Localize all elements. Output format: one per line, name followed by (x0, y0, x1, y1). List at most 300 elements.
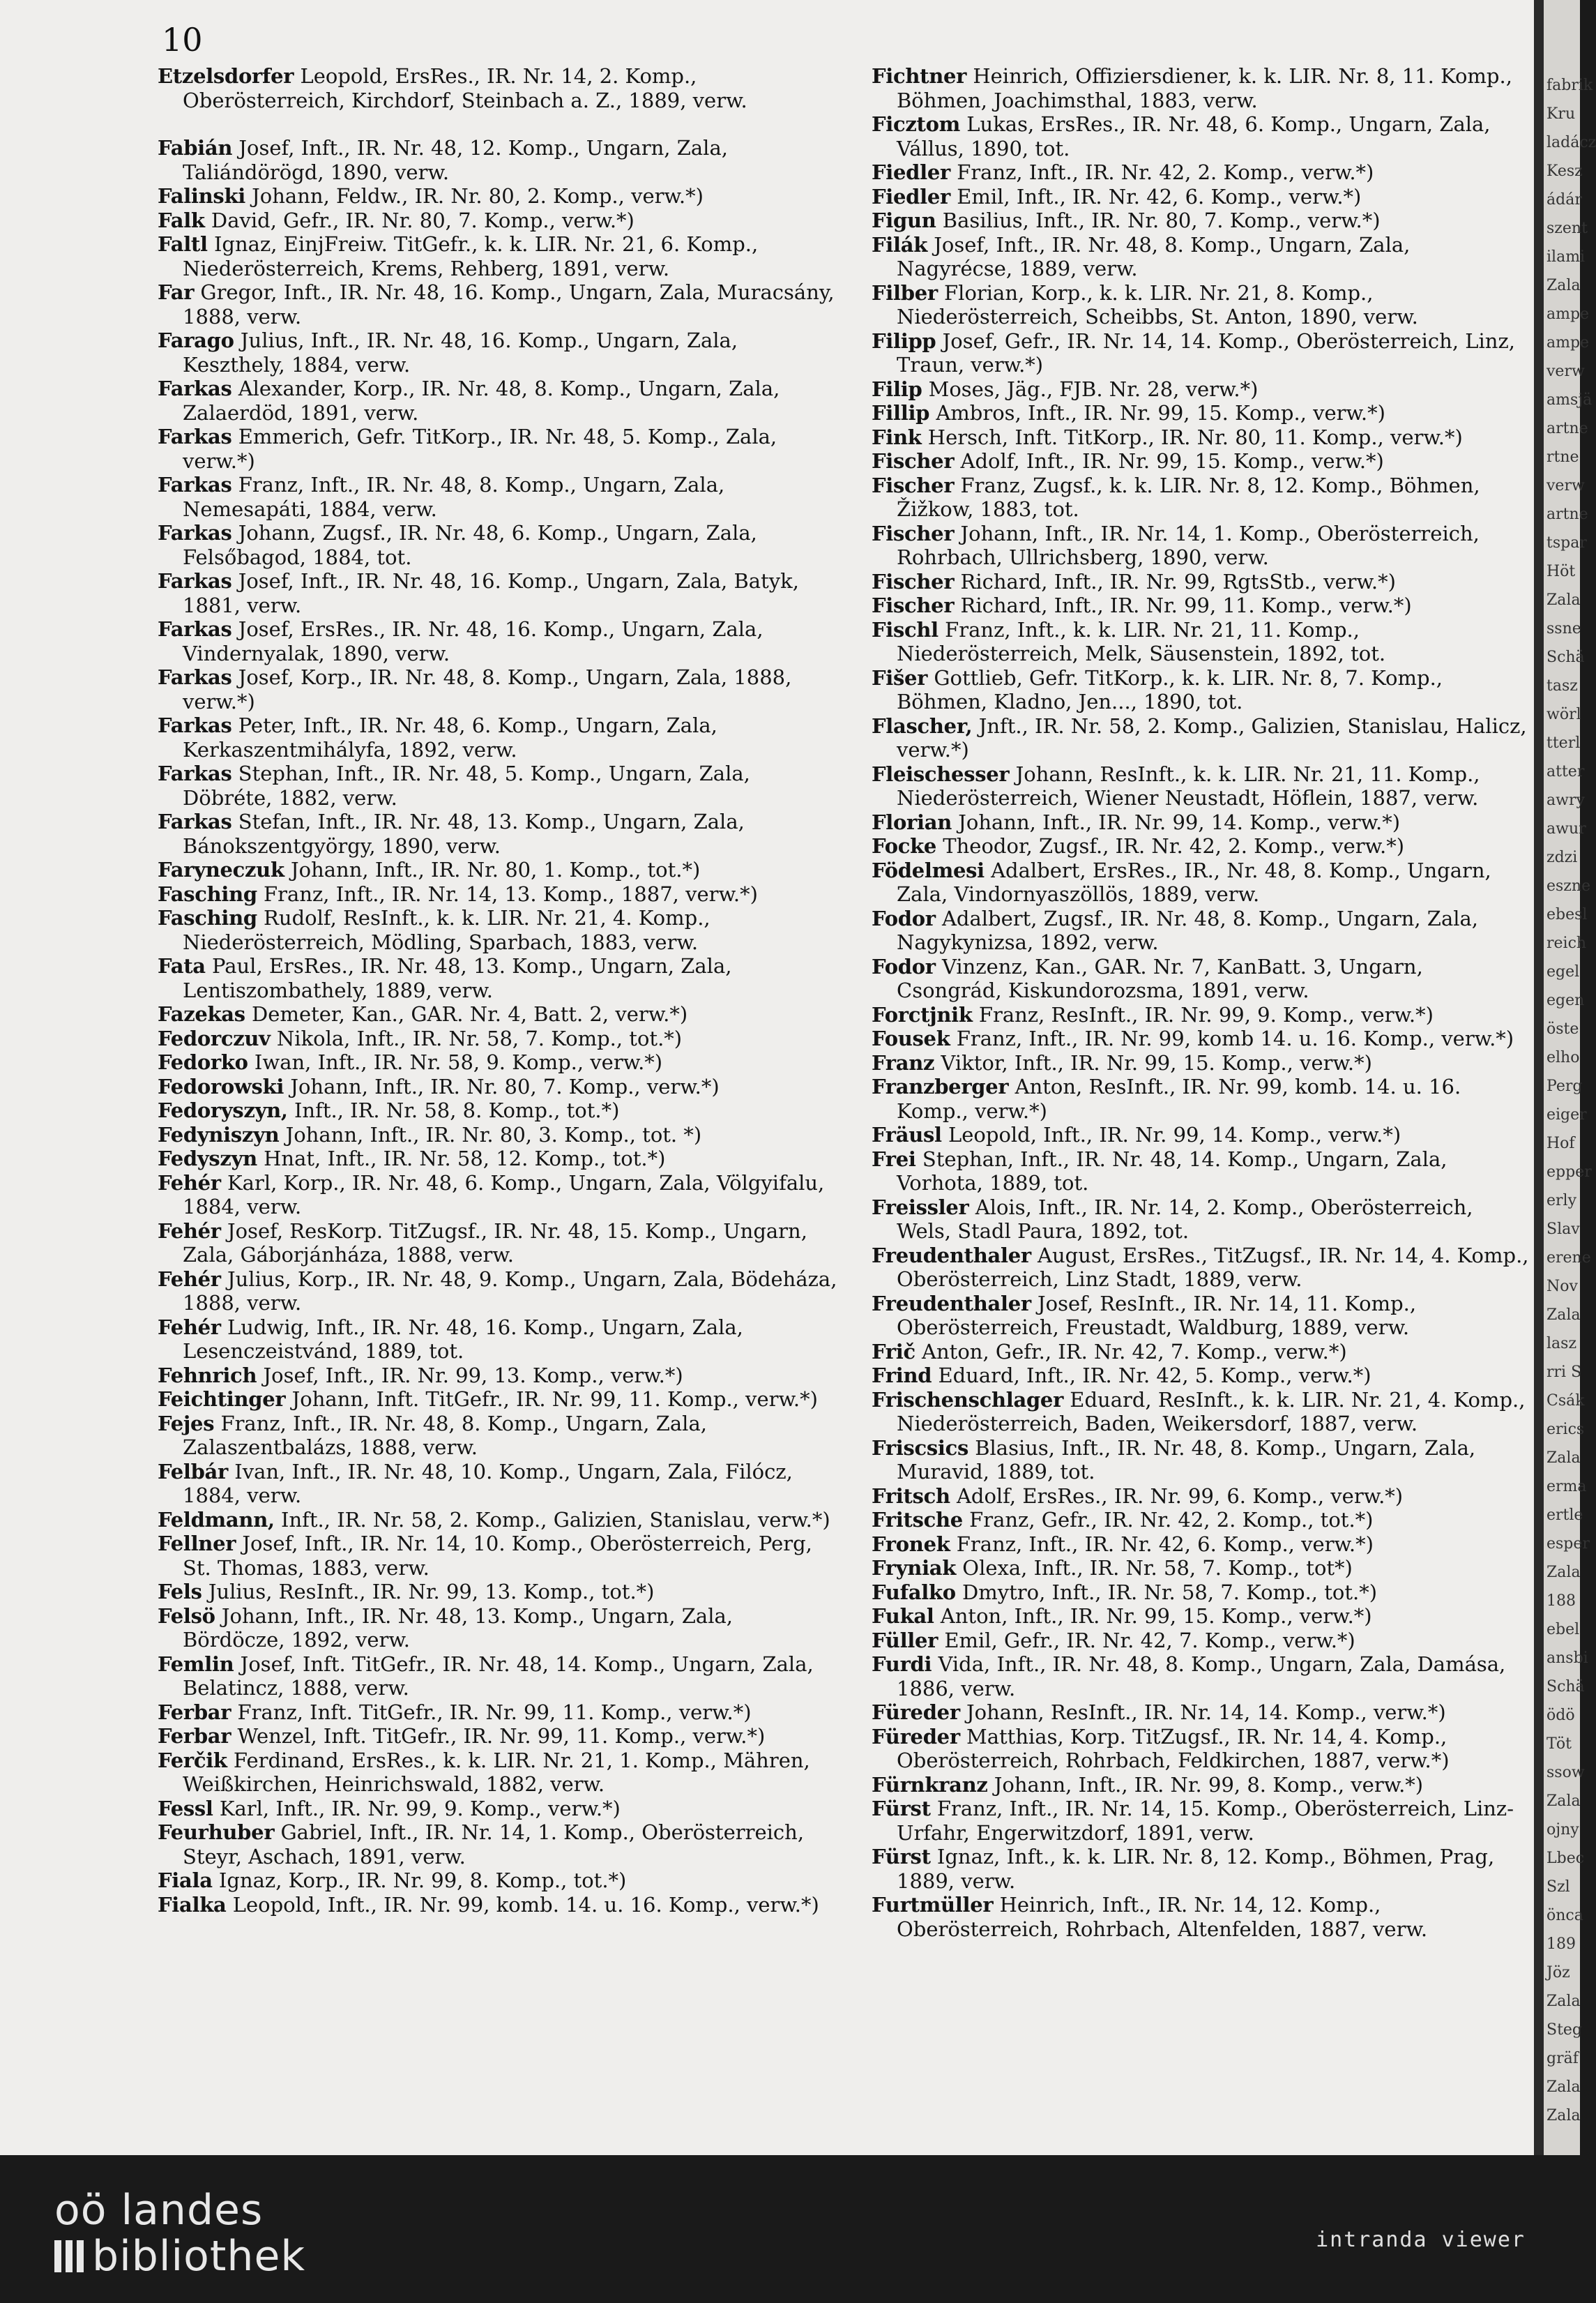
entry-surname: Fehér (158, 1315, 221, 1339)
entry-surname: Farago (158, 329, 234, 352)
entry-surname: Fehér (158, 1170, 221, 1195)
neighbor-page-fragment: ampe (1546, 334, 1590, 352)
entry-details: Rudolf, ResInft., k. k. LIR. Nr. 21, 4. Komp., Niederösterreich, Mödling, Sparbach, 1883, verw. (183, 906, 710, 954)
neighbor-page-fragment: esper (1546, 1535, 1590, 1553)
list-entry (158, 1749, 841, 1797)
entry-surname: Fousek (872, 1027, 950, 1050)
list-entry (872, 1051, 1530, 1075)
list-entry (872, 160, 1530, 185)
list-entry (872, 1652, 1530, 1700)
entry-details: Josef, Inft., IR. Nr. 48, 16. Komp., Ungarn, Zala, Batyk, 1881, verw. (183, 569, 799, 617)
entry-surname: Fedoryszyn, (158, 1098, 288, 1122)
entry-surname: Fedorko (158, 1050, 248, 1074)
list-entry (158, 1267, 841, 1315)
neighbor-page-fragment: verw (1546, 477, 1585, 494)
entry-details: Julius, Inft., IR. Nr. 48, 16. Komp., Ungarn, Zala, Keszthely, 1884, verw. (183, 329, 738, 377)
entry-surname: Fejes (158, 1411, 215, 1435)
neighbor-page-fragment: Zala (1546, 591, 1581, 609)
entry-details: Theodor, Zugsf., IR. Nr. 42, 2. Komp., verw.*) (936, 834, 1405, 858)
entry-details: Karl, Inft., IR. Nr. 99, 9. Komp., verw.*) (213, 1796, 621, 1820)
neighbor-page-fragment: tspar (1546, 534, 1587, 552)
entry-surname: Frind (872, 1364, 932, 1387)
list-entry (158, 1027, 841, 1051)
list-entry (158, 954, 841, 1002)
entry-details: Josef, Inft., IR. Nr. 14, 10. Komp., Oberösterreich, Perg, St. Thomas, 1883, verw. (183, 1532, 812, 1580)
entry-details: Basilius, Inft., IR. Nr. 80, 7. Komp., verw.*) (936, 209, 1381, 232)
entry-surname: Furtmüller (872, 1893, 994, 1917)
entry-details: Nikola, Inft., IR. Nr. 58, 7. Komp., tot.*) (270, 1026, 683, 1050)
list-entry (158, 209, 841, 233)
list-entry (158, 1893, 841, 1917)
logo-line-1: oö landes (54, 2186, 264, 2235)
entry-details: Franz, Inft., IR. Nr. 42, 2. Komp., verw.*) (950, 160, 1374, 184)
list-entry (872, 1340, 1530, 1364)
entry-details: Leopold, Inft., IR. Nr. 99, komb. 14. u. 16. Komp., verw.*) (226, 1892, 819, 1917)
list-entry (158, 473, 841, 521)
list-entry (872, 859, 1530, 907)
neighbor-page-fragment: ampe (1546, 305, 1590, 323)
entry-surname: Ferbar (158, 1700, 231, 1724)
neighbor-page-fragment: Lbec (1546, 1850, 1585, 1867)
list-entry (158, 1532, 841, 1580)
entry-details: Johann, Inft., IR. Nr. 80, 3. Komp., tot. *) (279, 1122, 702, 1147)
entry-details: Emmerich, Gefr. TitKorp., IR. Nr. 48, 5. Komp., Zala, verw.*) (183, 425, 777, 473)
list-entry (872, 425, 1530, 450)
entry-surname: Farkas (158, 569, 232, 593)
entry-surname: Fabián (158, 136, 233, 160)
list-entry (872, 1027, 1530, 1051)
list-entry (158, 425, 841, 473)
neighbor-page-fragment: Jöz (1546, 1964, 1570, 1981)
list-entry (872, 907, 1530, 955)
neighbor-page-fragment: ilami (1546, 248, 1586, 266)
list-entry (158, 665, 841, 713)
list-entry (158, 1868, 841, 1893)
entry-details: David, Gefr., IR. Nr. 80, 7. Komp., verw.*) (204, 208, 634, 232)
entry-details: Emil, Gefr., IR. Nr. 42, 7. Komp., verw.*) (938, 1628, 1355, 1652)
list-entry (872, 1436, 1530, 1484)
neighbor-page-fragment: artne (1546, 420, 1588, 437)
list-entry (158, 713, 841, 762)
list-entry (872, 570, 1530, 594)
list-entry (872, 401, 1530, 425)
entry-details: Johann, Inft., IR. Nr. 80, 1. Komp., tot.*) (284, 858, 701, 882)
entry-details: Josef, Inft., IR. Nr. 48, 12. Komp., Ungarn, Zala, Taliándörögd, 1890, verw. (183, 136, 728, 184)
neighbor-page-fragment: Zala (1546, 2078, 1581, 2096)
neighbor-page-fragment: Hof (1546, 1135, 1575, 1152)
entry-details: Wenzel, Inft. TitGefr., IR. Nr. 99, 11. Komp., verw.*) (231, 1724, 766, 1748)
neighbor-page-fragment: tasz (1546, 677, 1578, 695)
neighbor-page-fragment: Slav (1546, 1221, 1580, 1238)
entry-details: Stephan, Inft., IR. Nr. 48, 5. Komp., Ungarn, Zala, Döbréte, 1882, verw. (183, 762, 750, 810)
neighbor-page-fragment: Zala (1546, 1993, 1581, 2010)
list-entry (872, 1773, 1530, 1797)
list-entry (872, 1123, 1530, 1147)
list-entry (872, 474, 1530, 522)
entry-surname: Friscsics (872, 1435, 968, 1460)
list-entry (872, 112, 1530, 160)
entry-surname: Fedorowski (158, 1074, 284, 1098)
list-entry (872, 1484, 1530, 1509)
list-entry (158, 1460, 841, 1508)
entry-surname: Fehér (158, 1267, 221, 1291)
entry-details: Lukas, ErsRes., IR. Nr. 48, 6. Komp., Ungarn, Zala, Vállus, 1890, tot. (897, 112, 1491, 160)
entry-details: Ambros, Inft., IR. Nr. 99, 15. Komp., verw.*) (929, 401, 1385, 425)
neighbor-page-fragment: szent (1546, 220, 1588, 237)
entry-surname: Fufalko (872, 1580, 956, 1604)
entry-details: Josef, ErsRes., IR. Nr. 48, 16. Komp., Ungarn, Zala, Vindernyalak, 1890, verw. (183, 617, 763, 665)
entry-surname: Fehnrich (158, 1363, 257, 1387)
entry-surname: Franz (872, 1050, 935, 1075)
list-entry (158, 280, 841, 329)
entry-details: Heinrich, Offiziersdiener, k. k. LIR. Nr. 8, 11. Komp., Böhmen, Joachimsthal, 1883, verw. (897, 64, 1512, 112)
entry-details: Richard, Inft., IR. Nr. 99, RgtsStb., verw.*) (954, 569, 1396, 594)
list-entry (158, 1724, 841, 1749)
neighbor-page-fragment: gräf (1546, 2050, 1579, 2067)
entry-surname: Faltl (158, 232, 208, 256)
list-entry (158, 1364, 841, 1388)
entry-details: Alexander, Korp., IR. Nr. 48, 8. Komp., Ungarn, Zala, Zalaerdöd, 1891, verw. (183, 377, 780, 425)
neighbor-page-fragment: egel (1546, 963, 1580, 981)
neighbor-page-fragment: Töt (1546, 1735, 1572, 1753)
entry-surname: Frei (872, 1147, 916, 1171)
entry-surname: Frič (872, 1339, 915, 1364)
entry-surname: Fronek (872, 1532, 950, 1556)
entry-surname: Farkas (158, 762, 232, 785)
entry-surname: Feurhuber (158, 1820, 275, 1844)
entry-details: Leopold, Inft., IR. Nr. 99, 14. Komp., verw.*) (941, 1123, 1401, 1147)
entry-details: Hersch, Inft. TitKorp., IR. Nr. 80, 11. Komp., verw.*) (921, 425, 1463, 449)
entry-details: Adalbert, Zugsf., IR. Nr. 48, 8. Komp., Ungarn, Zala, Nagykynizsa, 1892, verw. (897, 906, 1479, 954)
list-entry (872, 594, 1530, 618)
entry-surname: Franzberger (872, 1075, 1009, 1098)
entry-details: Heinrich, Inft., IR. Nr. 14, 12. Komp., Oberösterreich, Rohrbach, Altenfelden, 1887, verw. (897, 1893, 1428, 1941)
list-entry (872, 281, 1530, 329)
neighbor-page-fragment: lasz (1546, 1335, 1577, 1352)
list-entry (158, 906, 841, 954)
entry-details: Josef, ResKorp. TitZugsf., IR. Nr. 48, 15. Komp., Ungarn, Zala, Gáborjánháza, 1888, verw. (183, 1218, 807, 1267)
entry-surname: Fischer (872, 473, 955, 497)
entry-surname: Faryneczuk (158, 858, 284, 882)
neighbor-page-fragment: eszne (1546, 877, 1591, 895)
entry-details: Josef, Inft., IR. Nr. 48, 8. Komp., Ungarn, Zala, Nagyrécse, 1889, verw. (897, 232, 1411, 280)
list-entry (872, 1556, 1530, 1580)
entry-surname: Fiedler (872, 160, 950, 184)
entry-details: Franz, Inft. TitGefr., IR. Nr. 99, 11. Komp., verw.*) (231, 1700, 752, 1724)
neighbor-page-fragment: rtne (1546, 448, 1579, 466)
neighbor-page-fragment: erma (1546, 1478, 1587, 1495)
neighbor-page-fragment: önca (1546, 1907, 1583, 1924)
list-entry (872, 64, 1530, 112)
list-entry (158, 329, 841, 377)
entry-surname: Frischenschlager (872, 1387, 1064, 1412)
entry-surname: Fischer (872, 569, 955, 594)
neighbor-page-fragment: ádár (1546, 191, 1582, 209)
entry-surname: Fata (158, 954, 206, 978)
entry-surname: Farkas (158, 473, 232, 497)
entry-details: Matthias, Korp. TitZugsf., IR. Nr. 14, 4. Komp., Oberösterreich, Rohrbach, Feldkirchen, 1887, verw.*) (897, 1724, 1450, 1772)
entry-surname: Farkas (158, 425, 232, 448)
entry-details: Alois, Inft., IR. Nr. 14, 2. Komp., Oberösterreich, Wels, Stadl Paura, 1892, tot. (897, 1195, 1473, 1243)
list-entry (158, 1652, 841, 1700)
neighbor-page-fragment: ebel (1546, 1621, 1580, 1638)
entry-surname: Fischer (872, 594, 955, 617)
entry-surname: Farkas (158, 521, 232, 545)
entry-surname: Füreder (872, 1700, 960, 1724)
entry-details: Franz, Inft., IR. Nr. 14, 15. Komp., Oberösterreich, Linz-Urfahr, Engerwitzdorf, 1891, verw. (897, 1797, 1514, 1845)
entry-surname: Fischl (872, 617, 938, 642)
entry-details: Josef, Gefr., IR. Nr. 14, 14. Komp., Oberösterreich, Linz, Traun, verw.*) (897, 329, 1515, 377)
entry-details: Johann, Inft. TitGefr., IR. Nr. 99, 11. Komp., verw.*) (285, 1387, 818, 1411)
list-entry (158, 1050, 841, 1075)
entry-details: Adalbert, ErsRes., IR., Nr. 48, 8. Komp., Ungarn, Zala, Vindornyaszöllös, 1889, verw. (897, 858, 1491, 906)
list-entry (872, 810, 1530, 835)
list-entry (872, 1364, 1530, 1388)
entry-surname: Fazekas (158, 1002, 245, 1026)
list-entry (872, 522, 1530, 570)
entry-surname: Farkas (158, 617, 232, 641)
entry-details: Anton, ResInft., IR. Nr. 99, komb. 14. u. 16. Komp., verw.*) (897, 1075, 1461, 1123)
entry-details: Inft., IR. Nr. 58, 8. Komp., tot.*) (287, 1098, 620, 1122)
library-logo[interactable] (54, 2187, 305, 2279)
entry-surname: Fürst (872, 1797, 931, 1820)
entry-surname: Fukal (872, 1604, 934, 1628)
entry-gap (158, 112, 841, 136)
list-entry (158, 882, 841, 907)
entry-surname: Fischer (872, 521, 955, 545)
entry-details: Franz, Gefr., IR. Nr. 42, 2. Komp., tot.*) (962, 1508, 1374, 1532)
viewer-label[interactable]: intranda viewer (1316, 2228, 1526, 2252)
entry-details: Josef, Korp., IR. Nr. 48, 8. Komp., Ungarn, Zala, 1888, verw.*) (183, 665, 792, 713)
entry-surname: Ferčik (158, 1748, 227, 1772)
entry-surname: Fillip (872, 401, 930, 425)
list-entry (158, 1387, 841, 1412)
entry-details: Anton, Inft., IR. Nr. 99, 15. Komp., verw.*) (934, 1604, 1372, 1628)
list-entry (872, 185, 1530, 209)
entry-surname: Födelmesi (872, 858, 985, 882)
entry-details: Franz, Zugsf., k. k. LIR. Nr. 8, 12. Komp., Böhmen, Žižkow, 1883, tot. (897, 473, 1480, 521)
logo-bars-icon (54, 2240, 84, 2272)
list-entry (872, 955, 1530, 1003)
entry-surname: Füreder (872, 1724, 960, 1749)
list-entry (158, 569, 841, 617)
entry-details: Karl, Korp., IR. Nr. 48, 6. Komp., Ungarn, Zala, Völgyifalu, 1884, verw. (183, 1170, 825, 1218)
entry-surname: Fasching (158, 882, 257, 906)
entry-details: Viktor, Inft., IR. Nr. 99, 15. Komp., verw.*) (934, 1050, 1372, 1075)
entry-details: Peter, Inft., IR. Nr. 48, 6. Komp., Ungarn, Zala, Kerkaszentmihályfa, 1892, verw. (183, 713, 717, 762)
list-entry (872, 618, 1530, 666)
neighbor-page-fragment: epper (1546, 1163, 1592, 1181)
entry-details: August, ErsRes., TitZugsf., IR. Nr. 14, 4. Komp., Oberösterreich, Linz Stadt, 1889, verw. (897, 1243, 1529, 1291)
entry-surname: Fürst (872, 1845, 931, 1868)
list-entry (872, 1147, 1530, 1195)
entry-details: Gottlieb, Gefr. TitKorp., k. k. LIR. Nr. 8, 7. Komp., Böhmen, Kladno, Jen..., 1890, tot. (897, 665, 1443, 713)
neighbor-page-fragment: Zala (1546, 1449, 1581, 1467)
list-entry (872, 209, 1530, 233)
neighbor-page-fragment: Schä (1546, 649, 1585, 666)
entry-surname: Far (158, 280, 195, 304)
neighbor-page-fragment: Schä (1546, 1678, 1585, 1696)
entry-details: Stephan, Inft., IR. Nr. 48, 14. Komp., Ungarn, Zala, Vorhota, 1889, tot. (897, 1147, 1447, 1195)
list-entry (158, 810, 841, 858)
neighbor-page-fragment: Zala (1546, 1564, 1581, 1581)
entry-details: Eduard, ResInft., k. k. LIR. Nr. 21, 4. Komp., Niederösterreich, Baden, Weikersdorf, 1887, verw. (897, 1387, 1526, 1435)
entry-details: Hnat, Inft., IR. Nr. 58, 12. Komp., tot.*) (257, 1147, 666, 1170)
list-entry (872, 1195, 1530, 1244)
entry-surname: Fasching (158, 906, 257, 930)
entry-details: Vinzenz, Kan., GAR. Nr. 7, KanBatt. 3, Ungarn, Csongrád, Kiskundorozsma, 1891, verw. (897, 954, 1423, 1002)
list-entry (872, 1292, 1530, 1340)
neighbor-page-fragment: Nov (1546, 1278, 1578, 1295)
neighbor-page-fragment: awry (1546, 792, 1585, 809)
list-entry (872, 1797, 1530, 1845)
entry-surname: Fritsch (872, 1483, 950, 1508)
entry-details: Franz, Inft., IR. Nr. 99, komb 14. u. 16. Komp., verw.*) (950, 1027, 1514, 1050)
entry-surname: Farkas (158, 665, 232, 689)
neighbor-page-fragment: eiger (1546, 1106, 1587, 1124)
entry-surname: Fišer (872, 665, 928, 690)
list-entry (158, 1075, 841, 1099)
entry-details: Adolf, Inft., IR. Nr. 99, 15. Komp., verw.*) (954, 449, 1384, 473)
entry-details: Demeter, Kan., GAR. Nr. 4, Batt. 2, verw.*) (245, 1002, 688, 1026)
entry-details: Franz, Inft., IR. Nr. 48, 8. Komp., Ungarn, Zala, Nemesapáti, 1884, verw. (183, 473, 725, 521)
list-entry (872, 1893, 1530, 1941)
entry-details: Anton, Gefr., IR. Nr. 42, 7. Komp., verw.*) (915, 1339, 1347, 1364)
entry-details: Johann, Inft., IR. Nr. 99, 14. Komp., verw.*) (952, 810, 1401, 834)
entry-surname: Filip (872, 377, 922, 401)
adjacent-page-edge (1534, 0, 1596, 2155)
neighbor-page-fragment: öste (1546, 1020, 1579, 1038)
entry-details: Johann, Inft., IR. Nr. 48, 13. Komp., Ungarn, Zala, Bördöcze, 1892, verw. (183, 1603, 734, 1652)
entry-surname: Fodor (872, 906, 936, 930)
list-entry (158, 64, 841, 112)
entry-details: Florian, Korp., k. k. LIR. Nr. 21, 8. Komp., Niederösterreich, Scheibbs, St. Anton, 1890, verw. (897, 280, 1418, 329)
entry-details: Ignaz, EinjFreiw. TitGefr., k. k. LIR. Nr. 21, 6. Komp., Niederösterreich, Krems, Rehberg, 1891, verw. (183, 232, 759, 280)
neighbor-page-fragment: egen (1546, 992, 1585, 1009)
list-entry (158, 617, 841, 665)
entry-surname: Freudenthaler (872, 1243, 1031, 1267)
entry-surname: Fiala (158, 1868, 213, 1892)
entry-surname: Ferbar (158, 1724, 231, 1748)
entry-surname: Feldmann, (158, 1507, 275, 1532)
entry-surname: Etzelsdorfer (158, 64, 294, 88)
neighbor-page-fragment: verw (1546, 363, 1585, 380)
neighbor-page-fragment: ladácz (1546, 134, 1596, 151)
list-entry (158, 858, 841, 882)
list-entry (158, 1147, 841, 1171)
list-entry (158, 521, 841, 569)
list-entry (158, 1508, 841, 1532)
list-entry (158, 1171, 841, 1219)
list-entry (872, 1580, 1530, 1605)
page-gutter-shadow (1534, 0, 1544, 2155)
neighbor-page-fragment: Kesz (1546, 163, 1583, 180)
neighbor-page-fragment: ansbi (1546, 1649, 1588, 1667)
entry-surname: Felsö (158, 1603, 215, 1628)
list-entry (872, 834, 1530, 859)
entry-surname: Fedyszyn (158, 1147, 257, 1170)
entry-surname: Focke (872, 834, 937, 858)
neighbor-page-fragment: wörl (1546, 706, 1581, 723)
list-entry (158, 136, 841, 184)
entry-surname: Forctjnik (872, 1002, 973, 1027)
entry-details: Moses, Jäg., FJB. Nr. 28, verw.*) (922, 377, 1259, 401)
entry-surname: Ficztom (872, 112, 961, 136)
entry-surname: Filák (872, 232, 928, 257)
entry-surname: Filipp (872, 329, 936, 353)
neighbor-page-fragment: erics (1546, 1421, 1585, 1438)
neighbor-page-fragment: rri S (1546, 1364, 1582, 1381)
neighbor-page-fragment: 189 (1546, 1935, 1576, 1953)
entry-surname: Fryniak (872, 1556, 957, 1580)
entry-surname: Femlin (158, 1652, 234, 1676)
neighbor-page-fragment: Csák (1546, 1392, 1585, 1410)
neighbor-page-fragment: Szl (1546, 1878, 1570, 1896)
list-entry (872, 1508, 1530, 1532)
entry-surname: Fehér (158, 1218, 221, 1243)
list-entry (158, 1412, 841, 1460)
neighbor-page-fragment: fabrik (1546, 77, 1593, 94)
neighbor-page-fragment: ertle (1546, 1507, 1583, 1524)
entry-details: Franz, Inft., IR. Nr. 14, 13. Komp., 1887, verw.*) (257, 882, 758, 906)
neighbor-page-fragment: Zala (1546, 277, 1581, 294)
list-entry (872, 1845, 1530, 1893)
entry-surname: Fodor (872, 954, 936, 979)
list-entry (872, 1003, 1530, 1027)
neighbor-page-fragment: ssne (1546, 620, 1581, 637)
entry-surname: Farkas (158, 713, 232, 737)
neighbor-page-fragment: awur (1546, 820, 1586, 838)
entry-details: Franz, Inft., IR. Nr. 42, 6. Komp., verw.*) (950, 1532, 1374, 1556)
entry-details: Julius, ResInft., IR. Nr. 99, 13. Komp., tot.*) (202, 1580, 655, 1603)
entry-surname: Fedorczuv (158, 1026, 271, 1050)
neighbor-page-fragment: erene (1546, 1249, 1591, 1267)
entry-details: Jnft., IR. Nr. 58, 2. Komp., Galizien, Stanislau, Halicz, verw.*) (897, 713, 1527, 762)
list-entry (158, 1098, 841, 1123)
entry-details: Emil, Inft., IR. Nr. 42, 6. Komp., verw.*) (950, 184, 1362, 209)
entry-details: Johann, Feldw., IR. Nr. 80, 2. Komp., verw.*) (245, 184, 704, 208)
entry-details: Ivan, Inft., IR. Nr. 48, 10. Komp., Ungarn, Zala, Filócz, 1884, verw. (183, 1459, 793, 1507)
entry-surname: Felbár (158, 1459, 229, 1483)
page-number: 10 (162, 21, 203, 59)
list-entry (872, 233, 1530, 281)
entry-details: Blasius, Inft., IR. Nr. 48, 8. Komp., Ungarn, Zala, Muravid, 1889, tot. (897, 1435, 1476, 1483)
list-entry (158, 1123, 841, 1147)
list-entry (158, 232, 841, 280)
list-entry (872, 1725, 1530, 1773)
logo-line-2-row (54, 2233, 305, 2279)
list-entry (158, 1700, 841, 1725)
entry-details: Johann, ResInft., k. k. LIR. Nr. 21, 11. Komp., Niederösterreich, Wiener Neustadt, Höflein, 1887, verw. (897, 762, 1480, 810)
entry-details: Ignaz, Korp., IR. Nr. 99, 8. Komp., tot.*) (212, 1868, 627, 1892)
list-entry (158, 1002, 841, 1027)
entry-details: Inft., IR. Nr. 58, 2. Komp., Galizien, Stanislau, verw.*) (274, 1507, 830, 1532)
entry-surname: Farkas (158, 810, 232, 833)
list-entry (872, 666, 1530, 714)
list-entry (872, 1532, 1530, 1557)
entry-details: Franz, Inft., k. k. LIR. Nr. 21, 11. Komp., Niederösterreich, Melk, Säusenstein, 1892, tot. (897, 617, 1386, 665)
entry-details: Ludwig, Inft., IR. Nr. 48, 16. Komp., Ungarn, Zala, Lesenczeistvánd, 1889, tot. (183, 1315, 743, 1363)
entry-surname: Falinski (158, 184, 245, 208)
list-entry (872, 1244, 1530, 1292)
neighbor-page-fragment: Zala (1546, 1306, 1581, 1324)
entry-surname: Furdi (872, 1652, 932, 1676)
entry-details: Johann, Inft., IR. Nr. 80, 7. Komp., verw.*) (284, 1074, 720, 1098)
list-entry (158, 184, 841, 209)
entry-details: Dmytro, Inft., IR. Nr. 58, 7. Komp., tot.*) (955, 1580, 1378, 1604)
entry-details: Ferdinand, ErsRes., k. k. LIR. Nr. 21, 1. Komp., Mähren, Weißkirchen, Heinrichswald, 1882, verw. (183, 1748, 810, 1796)
list-entry (158, 377, 841, 425)
